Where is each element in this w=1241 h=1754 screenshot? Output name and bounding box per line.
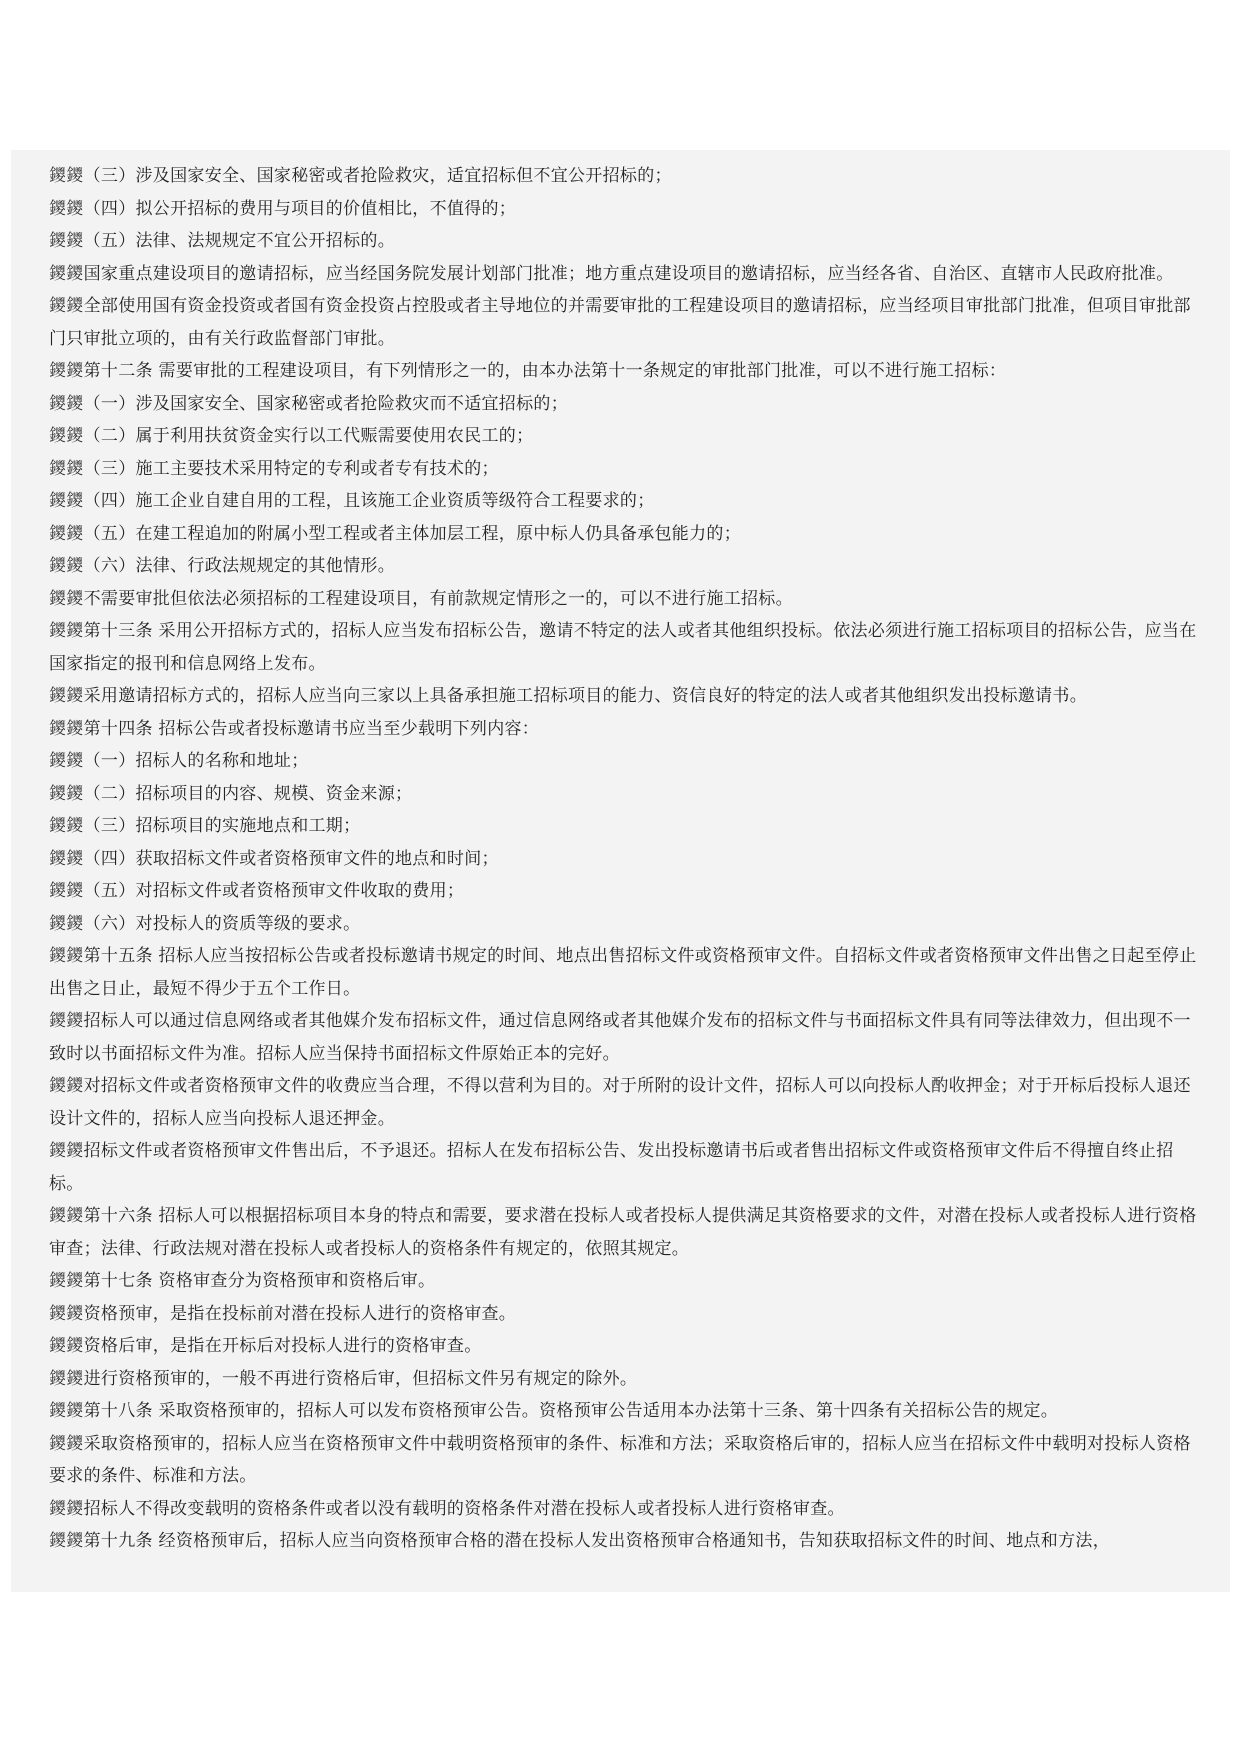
paragraph-text: 第十二条 需要审批的工程建设项目，有下列情形之一的，由本办法第十一条规定的审批部门批准，可以不进行施工招标：: [83, 361, 1007, 381]
paragraph-text: （四）施工企业自建自用的工程，且该施工企业资质等级符合工程要求的；: [83, 491, 655, 511]
paragraph-text: 招标人可以通过信息网络或者其他媒介发布招标文件，通过信息网络或者其他媒介发布的招标文件与书面招标文件具有同等法律效力，但出现不一致时以书面招标文件为准。招标人应当保持书面招标文件原始正本的完好。: [49, 1011, 1191, 1064]
paragraph-indent-glyphs: 鑁鑁: [49, 361, 84, 381]
paragraph-indent-glyphs: 鑁鑁: [49, 1401, 84, 1421]
paragraph-indent-glyphs: 鑁鑁: [49, 426, 84, 446]
paragraph-indent-glyphs: 鑁鑁: [49, 621, 84, 641]
paragraph-indent-glyphs: 鑁鑁: [49, 946, 84, 966]
document-paragraph: [49, 1135, 1201, 1200]
paragraph-indent-glyphs: 鑁鑁: [49, 751, 84, 771]
document-paragraph: [49, 1005, 1201, 1070]
paragraph-text: 全部使用国有资金投资或者国有资金投资占控股或者主导地位的并需要审批的工程建设项目的邀请招标，应当经项目审批部门批准，但项目审批部门只审批立项的，由有关行政监督部门审批。: [49, 296, 1191, 349]
paragraph-indent-glyphs: 鑁鑁: [49, 166, 84, 186]
paragraph-indent-glyphs: 鑁鑁: [49, 491, 84, 511]
paragraph-text: 资格后审，是指在开标后对投标人进行的资格审查。: [83, 1336, 482, 1356]
paragraph-indent-glyphs: 鑁鑁: [49, 1271, 84, 1291]
paragraph-indent-glyphs: 鑁鑁: [49, 296, 84, 316]
paragraph-text: （四）获取招标文件或者资格预审文件的地点和时间；: [83, 848, 499, 869]
paragraph-text: （五）对招标文件或者资格预审文件收取的费用；: [83, 881, 465, 901]
document-paragraph: [49, 485, 1201, 518]
document-paragraph: [49, 550, 1201, 583]
document-paragraph: [49, 1428, 1201, 1493]
paragraph-text: 招标文件或者资格预审文件售出后，不予退还。招标人在发布招标公告、发出投标邀请书后或者售出招标文件或资格预审文件后不得擅自终止招标。: [49, 1141, 1174, 1194]
paragraph-text: （二）属于利用扶贫资金实行以工代赈需要使用农民工的；: [83, 426, 534, 446]
document-paragraph: [49, 908, 1201, 941]
paragraph-indent-glyphs: 鑁鑁: [49, 1206, 84, 1226]
document-paragraph: [49, 1330, 1201, 1363]
document-body: [49, 160, 1201, 1558]
document-paragraph: [49, 193, 1201, 226]
paragraph-text: （一）招标人的名称和地址；: [83, 751, 309, 771]
document-paragraph: [49, 713, 1201, 746]
document-paragraph: [49, 355, 1201, 388]
document-paragraph: [49, 1363, 1201, 1396]
paragraph-text: 第十五条 招标人应当按招标公告或者投标邀请书规定的时间、地点出售招标文件或资格预审文件。自招标文件或者资格预审文件出售之日起至停止出售之日止，最短不得少于五个工作日。: [49, 946, 1197, 999]
document-paragraph: [49, 1298, 1201, 1331]
paragraph-text: 对招标文件或者资格预审文件的收费应当合理，不得以营利为目的。对于所附的设计文件，招标人可以向投标人酌收押金；对于开标后投标人退还设计文件的，招标人应当向投标人退还押金。: [49, 1076, 1191, 1129]
paragraph-text: （三）涉及国家安全、国家秘密或者抢险救灾，适宜招标但不宜公开招标的；: [83, 166, 672, 186]
document-paragraph: [49, 940, 1201, 1005]
paragraph-indent-glyphs: 鑁鑁: [49, 783, 84, 804]
paragraph-indent-glyphs: 鑁鑁: [49, 718, 84, 739]
paragraph-indent-glyphs: 鑁鑁: [49, 198, 84, 219]
paragraph-text: （六）对投标人的资质等级的要求。: [83, 913, 361, 934]
document-paragraph: [49, 1493, 1201, 1526]
paragraph-text: 第十六条 招标人可以根据招标项目本身的特点和需要，要求潜在投标人或者投标人提供满足其资格要求的文件，对潜在投标人或者投标人进行资格审查；法律、行政法规对潜在投标人或者投标人的资格条件有规定的，依照其规定。: [49, 1206, 1197, 1259]
document-paragraph: [49, 258, 1201, 291]
paragraph-text: （三）施工主要技术采用特定的专利或者专有技术的；: [83, 458, 499, 479]
paragraph-text: 国家重点建设项目的邀请招标，应当经国务院发展计划部门批准；地方重点建设项目的邀请招标，应当经各省、自治区、直辖市人民政府批准。: [83, 263, 1174, 284]
paragraph-text: 第十八条 采取资格预审的，招标人可以发布资格预审公告。资格预审公告适用本办法第十三条、第十四条有关招标公告的规定。: [83, 1401, 1059, 1421]
document-paragraph: [49, 388, 1201, 421]
document-paragraph: [49, 680, 1201, 713]
document-paragraph: [49, 583, 1201, 616]
paragraph-text: （五）法律、法规规定不宜公开招标的。: [83, 231, 396, 251]
paragraph-text: 招标人不得改变载明的资格条件或者以没有载明的资格条件对潜在投标人或者投标人进行资格审查。: [83, 1498, 845, 1519]
paragraph-text: 第十七条 资格审查分为资格预审和资格后审。: [83, 1271, 436, 1291]
document-paragraph: [49, 1265, 1201, 1298]
paragraph-text: 第十四条 招标公告或者投标邀请书应当至少载明下列内容：: [83, 718, 540, 739]
paragraph-text: 不需要审批但依法必须招标的工程建设项目，有前款规定情形之一的，可以不进行施工招标。: [83, 588, 793, 609]
paragraph-text: 采用邀请招标方式的，招标人应当向三家以上具备承担施工招标项目的能力、资信良好的特定的法人或者其他组织发出投标邀请书。: [83, 686, 1088, 706]
paragraph-indent-glyphs: 鑁鑁: [49, 458, 84, 479]
document-paragraph: [49, 1525, 1201, 1558]
paragraph-indent-glyphs: 鑁鑁: [49, 1498, 84, 1519]
document-paragraph: [49, 160, 1201, 193]
document-paragraph: [49, 615, 1201, 680]
paragraph-indent-glyphs: 鑁鑁: [49, 556, 84, 576]
paragraph-indent-glyphs: 鑁鑁: [49, 881, 84, 901]
document-paragraph: [49, 225, 1201, 258]
document-paragraph: [49, 810, 1201, 843]
paragraph-text: 资格预审，是指在投标前对潜在投标人进行的资格审查。: [83, 1303, 517, 1324]
paragraph-indent-glyphs: 鑁鑁: [49, 1303, 84, 1324]
document-paragraph: [49, 420, 1201, 453]
paragraph-indent-glyphs: 鑁鑁: [49, 686, 84, 706]
paragraph-indent-glyphs: 鑁鑁: [49, 1368, 84, 1389]
document-paragraph: [49, 1200, 1201, 1265]
paragraph-indent-glyphs: 鑁鑁: [49, 1141, 84, 1161]
paragraph-text: （四）拟公开招标的费用与项目的价值相比，不值得的；: [83, 198, 517, 219]
document-paragraph: [49, 745, 1201, 778]
paragraph-indent-glyphs: 鑁鑁: [49, 1011, 84, 1031]
paragraph-text: 第十九条 经资格预审后，招标人应当向资格预审合格的潜在投标人发出资格预审合格通知书，告知获取招标文件的时间、地点和方法，: [83, 1531, 1111, 1551]
paragraph-indent-glyphs: 鑁鑁: [49, 1076, 84, 1096]
paragraph-text: （六）法律、行政法规规定的其他情形。: [83, 556, 396, 576]
paragraph-indent-glyphs: 鑁鑁: [49, 263, 84, 284]
document-paragraph: [49, 453, 1201, 486]
paragraph-indent-glyphs: 鑁鑁: [49, 523, 84, 544]
paragraph-text: 采取资格预审的，招标人应当在资格预审文件中载明资格预审的条件、标准和方法；采取资格后审的，招标人应当在招标文件中载明对投标人资格要求的条件、标准和方法。: [49, 1433, 1191, 1486]
paragraph-indent-glyphs: 鑁鑁: [49, 1336, 84, 1356]
document-paragraph: [49, 518, 1201, 551]
paragraph-indent-glyphs: 鑁鑁: [49, 231, 84, 251]
document-paragraph: [49, 1395, 1201, 1428]
paragraph-text: （三）招标项目的实施地点和工期；: [83, 816, 361, 836]
paragraph-indent-glyphs: 鑁鑁: [49, 1433, 84, 1454]
document-paragraph: [49, 290, 1201, 355]
paragraph-text: （五）在建工程追加的附属小型工程或者主体加层工程，原中标人仍具备承包能力的；: [83, 523, 742, 544]
paragraph-indent-glyphs: 鑁鑁: [49, 848, 84, 869]
paragraph-indent-glyphs: 鑁鑁: [49, 816, 84, 836]
paragraph-text: （一）涉及国家安全、国家秘密或者抢险救灾而不适宜招标的；: [83, 393, 569, 414]
document-paragraph: [49, 843, 1201, 876]
paragraph-indent-glyphs: 鑁鑁: [49, 393, 84, 414]
document-paragraph: [49, 875, 1201, 908]
paragraph-text: （二）招标项目的内容、规模、资金来源；: [83, 783, 413, 804]
document-paragraph: [49, 778, 1201, 811]
document-paragraph: [49, 1070, 1201, 1135]
paragraph-indent-glyphs: 鑁鑁: [49, 913, 84, 934]
paragraph-indent-glyphs: 鑁鑁: [49, 1531, 84, 1551]
paragraph-text: 第十三条 采用公开招标方式的，招标人应当发布招标公告，邀请不特定的法人或者其他组织投标。依法必须进行施工招标项目的招标公告，应当在国家指定的报刊和信息网络上发布。: [49, 621, 1197, 674]
paragraph-text: 进行资格预审的，一般不再进行资格后审，但招标文件另有规定的除外。: [83, 1368, 638, 1389]
paragraph-indent-glyphs: 鑁鑁: [49, 588, 84, 609]
